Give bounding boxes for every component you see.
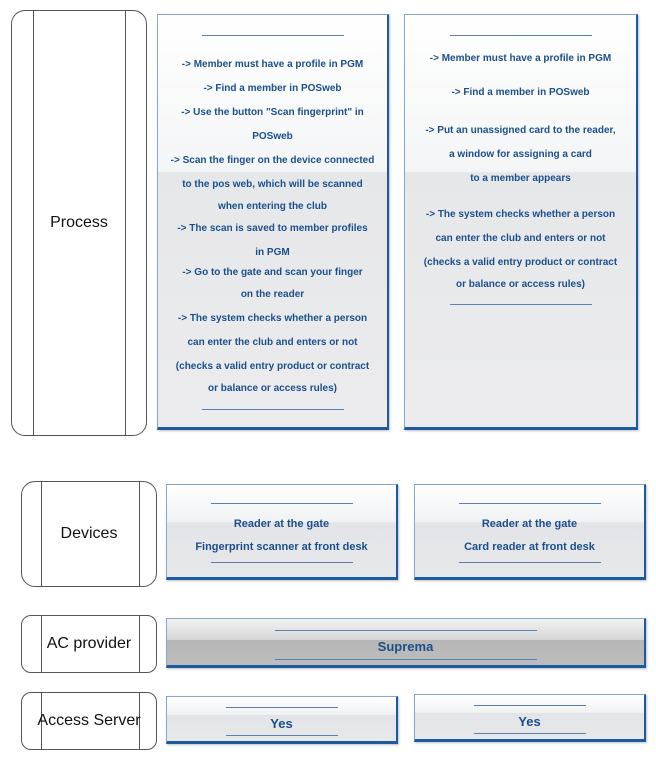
devices-label: Devices xyxy=(60,525,118,542)
process-step-line: -> Member must have a profile in PGM xyxy=(181,59,364,70)
devices-panel-fingerprint xyxy=(166,484,398,580)
process-step-line: -> The scan is saved to member profiles xyxy=(177,223,368,234)
access-server-fingerprint-value: Yes xyxy=(270,716,293,731)
devices-label-box xyxy=(21,481,157,587)
process-step-line: to the pos web, which will be scanned xyxy=(182,179,363,190)
devices-panel-card xyxy=(414,484,646,580)
process-step-line: (checks a valid entry product or contract xyxy=(175,361,370,372)
process-step-line: can enter the club and enters or not xyxy=(187,337,358,348)
process-step-line: -> Put an unassigned card to the reader, xyxy=(425,125,616,136)
process-step-line: or balance or access rules) xyxy=(456,279,585,290)
access-server-panel-fingerprint xyxy=(166,696,398,744)
devices-fingerprint-line-2: Fingerprint scanner at front desk xyxy=(195,541,368,553)
process-step-line: -> Find a member in POSweb xyxy=(451,87,590,98)
process-step-line: POSweb xyxy=(252,131,293,142)
process-step-line: a window for assigning a card xyxy=(449,149,592,160)
process-step-line: can enter the club and enters or not xyxy=(435,233,606,244)
process-step-line: when entering the club xyxy=(218,201,327,212)
process-step-line: -> Scan the finger on the device connected xyxy=(170,155,375,166)
process-step-line: in PGM xyxy=(255,247,290,258)
access-server-panel-card xyxy=(414,694,646,742)
process-panel-card xyxy=(404,14,638,430)
process-step-line: -> Member must have a profile in PGM xyxy=(429,53,612,64)
process-label-box xyxy=(11,10,147,436)
process-step-line: -> The system checks whether a person xyxy=(425,209,616,220)
devices-fingerprint-line-1: Reader at the gate xyxy=(233,518,330,530)
process-step-line: -> Find a member in POSweb xyxy=(203,83,342,94)
process-panel-fingerprint xyxy=(157,14,389,430)
devices-card-line-2: Card reader at front desk xyxy=(464,541,595,553)
ac-provider-value: Suprema xyxy=(377,639,434,654)
process-step-line: to a member appears xyxy=(470,173,571,184)
process-step-line: or balance or access rules) xyxy=(208,383,337,394)
process-step-line: on the reader xyxy=(240,289,305,300)
process-step-line: -> Use the button "Scan fingerprint" in xyxy=(181,107,364,118)
ac-provider-panel xyxy=(166,618,646,668)
process-step-line: -> The system checks whether a person xyxy=(177,313,368,324)
devices-card-line-1: Reader at the gate xyxy=(481,518,578,530)
process-step-line: (checks a valid entry product or contract xyxy=(423,257,618,268)
access-server-label-box xyxy=(21,692,157,750)
process-label: Process xyxy=(50,214,108,231)
ac-provider-label: AC provider xyxy=(46,635,132,652)
ac-provider-label-box xyxy=(21,615,157,673)
access-server-card-value: Yes xyxy=(518,714,541,729)
access-server-label: Access Server xyxy=(37,712,141,729)
process-step-line: -> Go to the gate and scan your finger xyxy=(182,267,363,278)
